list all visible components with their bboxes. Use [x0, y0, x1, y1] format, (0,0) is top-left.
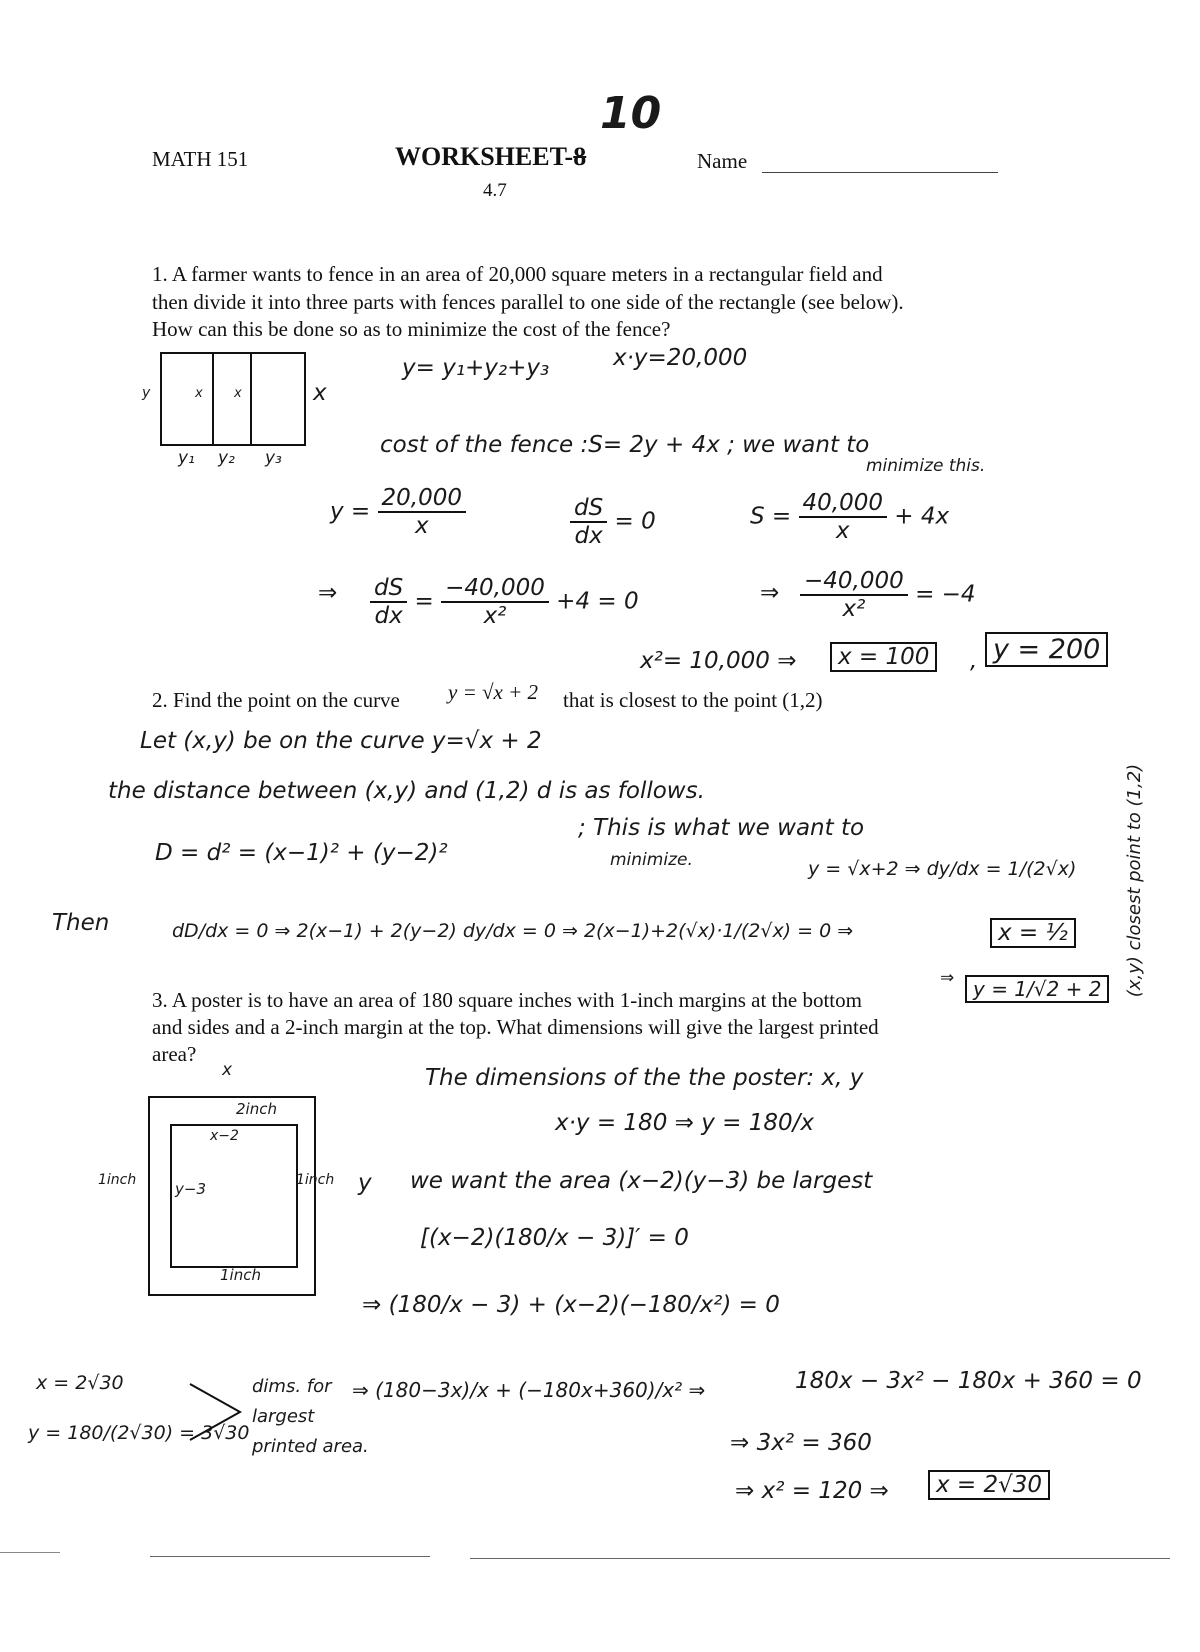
- scan-line-3: [470, 1558, 1170, 1559]
- p3-work-line3: we want the area (x−2)(y−3) be largest: [410, 1168, 873, 1194]
- p1-cost-line: cost of the fence :S= 2y + 4x ; we want to: [380, 432, 870, 458]
- field-side-label: y: [142, 385, 151, 401]
- p1-deriv2-frac: [800, 568, 908, 622]
- p1-deriv-eq: =: [414, 588, 434, 615]
- scan-line-2: [150, 1556, 430, 1557]
- p2-work-line3d: y = √x+2 ⇒ dy/dx = 1/(2√x): [808, 858, 1077, 880]
- poster-bottom-margin: 1inch: [220, 1266, 261, 1284]
- p2-work-line2: the distance between (x,y) and (1,2) d is as follows.: [108, 778, 705, 804]
- p3-work-line7: ⇒ 3x² = 360: [730, 1430, 872, 1456]
- p1-deriv-ds: dS: [370, 575, 407, 603]
- field-rectangle: [160, 352, 306, 446]
- p1-answer-comma: ,: [970, 648, 978, 674]
- p1-impl2: ⇒: [760, 580, 780, 606]
- p1-xsq: x²= 10,000 ⇒: [640, 648, 797, 674]
- p1-dsdx-num: dS: [570, 495, 607, 523]
- p1-y-expr: [330, 485, 466, 539]
- y2-label: y₂: [218, 448, 235, 468]
- worksheet-new-number: 10: [600, 88, 662, 139]
- p1-eq-area: x·y=20,000: [613, 345, 748, 371]
- worksheet-title-text: WORKSHEET-: [395, 142, 574, 171]
- problem3-line2: and sides and a 2-inch margin at the top. What dimensions will give the largest printed: [152, 1015, 879, 1039]
- p1-s-lhs: S =: [750, 503, 792, 530]
- inner-x-label-a: x: [195, 386, 203, 401]
- poster-top-margin: 2inch: [236, 1100, 277, 1118]
- p3-answer-x: x = 2√30: [928, 1470, 1050, 1500]
- p1-y-frac: [378, 485, 466, 539]
- p3-work-line8: ⇒ x² = 120 ⇒: [735, 1478, 889, 1504]
- p1-s-num: 40,000: [799, 490, 887, 518]
- p3-left-y: y = 180/(2√30) = 3√30: [28, 1422, 250, 1444]
- p2-answer-y: y = 1/√2 + 2: [965, 975, 1109, 1003]
- p3-work-line6a: ⇒ (180−3x)/x + (−180x+360)/x² ⇒: [352, 1378, 706, 1402]
- y3-label: y₃: [265, 448, 282, 468]
- p1-deriv-dx: dx: [374, 603, 403, 629]
- name-line: [762, 172, 998, 173]
- problem3-line1: 3. A poster is to have an area of 180 square inches with 1-inch margins at the bottom: [152, 988, 862, 1012]
- p1-s-rhs: + 4x: [894, 503, 950, 530]
- poster-inner-width: x−2: [210, 1128, 239, 1144]
- inner-x-label-b: x: [234, 386, 242, 401]
- p3-work-line2: x·y = 180 ⇒ y = 180/x: [555, 1110, 814, 1136]
- problem1-line2: then divide it into three parts with fences parallel to one side of the rectangle (see below).: [152, 290, 904, 314]
- p1-deriv-dsdx: [370, 575, 407, 629]
- fence-divider-2: [250, 354, 252, 444]
- p3-left-x: x = 2√30: [36, 1372, 124, 1394]
- problem3-line3: area?: [152, 1042, 197, 1066]
- poster-outer-y: y: [358, 1170, 372, 1196]
- p1-eq-y-sum: y= y₁+y₂+y₃: [402, 355, 550, 381]
- p2-work-line3b: ; This is what we want to: [578, 815, 865, 841]
- p1-deriv2-rhs: = −4: [915, 581, 976, 608]
- p1-deriv-expr: [370, 575, 639, 629]
- p3-work-line4: [(x−2)(180/x − 3)]′ = 0: [420, 1225, 689, 1251]
- y1-label: y₁: [178, 448, 195, 468]
- p2-work-line3c: minimize.: [610, 850, 693, 870]
- p2-answer-x: x = ½: [990, 918, 1076, 948]
- p1-dsdx-rhs: = 0: [614, 508, 656, 535]
- p1-deriv-frac: [441, 575, 549, 629]
- p1-s-den: x: [835, 518, 850, 544]
- poster-right-margin: 1inch: [296, 1172, 335, 1188]
- poster-left-margin: 1inch: [98, 1172, 137, 1188]
- poster-top-x: x: [222, 1060, 233, 1080]
- problem1-line3: How can this be done so as to minimize the cost of the fence?: [152, 317, 671, 341]
- p3-dims-note: dims. for largest printed area.: [252, 1376, 369, 1457]
- p1-s-frac: [799, 490, 887, 544]
- p1-dsdx-frac: [570, 495, 607, 549]
- p2-work-line4: dD/dx = 0 ⇒ 2(x−1) + 2(y−2) dy/dx = 0 ⇒ 2(x−1)+2(√x)·1/(2√x) = 0 ⇒: [172, 920, 854, 942]
- p1-deriv2-den: x²: [842, 596, 866, 622]
- p3-bracket-icon: [188, 1380, 244, 1444]
- p3-work-line1: The dimensions of the the poster: x, y: [425, 1065, 864, 1091]
- field-right-label: x: [313, 380, 327, 406]
- p1-s-expr: [750, 490, 949, 544]
- p1-answer-x: x = 100: [830, 642, 937, 672]
- p3-bracket: [188, 1380, 244, 1444]
- poster-inner-height: y−3: [175, 1180, 206, 1198]
- p3-work-line5: ⇒ (180/x − 3) + (x−2)(−180/x²) = 0: [362, 1292, 780, 1318]
- p1-y-den: x: [414, 513, 429, 539]
- p2-answer-y-pre: ⇒: [940, 968, 955, 988]
- worksheet-title: [395, 142, 586, 172]
- p2-work-line1: Let (x,y) be on the curve y=√x + 2: [140, 728, 542, 754]
- problem1-line1: 1. A farmer wants to fence in an area of 20,000 square meters in a rectangular field and: [152, 262, 883, 286]
- p1-deriv2-num: −40,000: [800, 568, 908, 596]
- p1-deriv-den: x²: [483, 603, 507, 629]
- p1-dsdx-den: dx: [574, 523, 603, 549]
- p1-answer-y: y = 200: [985, 632, 1108, 667]
- p1-deriv-num: −40,000: [441, 575, 549, 603]
- p1-deriv2-expr: [800, 568, 976, 622]
- course-label: MATH 151: [152, 147, 249, 171]
- p2-work-line3a: D = d² = (x−1)² + (y−2)²: [155, 840, 448, 866]
- name-label: Name: [697, 149, 748, 173]
- p1-dsdx-expr: [570, 495, 656, 549]
- fence-divider-1: [212, 354, 214, 444]
- p3-work-line6b: 180x − 3x² − 180x + 360 = 0: [795, 1368, 1142, 1394]
- problem2-text-b: that is closest to the point (1,2): [563, 688, 823, 712]
- p2-side-note: (x,y) closest point to (1,2): [1124, 763, 1146, 998]
- p2-then: Then: [52, 910, 110, 936]
- problem2-curve: y = √x + 2: [448, 680, 539, 704]
- p1-deriv-rhs: +4 = 0: [556, 588, 639, 615]
- p1-y-num: 20,000: [378, 485, 466, 513]
- p1-y-lhs: y =: [330, 498, 371, 525]
- worksheet-old-number: 8: [573, 142, 587, 171]
- scan-line-1: [0, 1552, 60, 1553]
- problem2-text-a: 2. Find the point on the curve: [152, 688, 400, 712]
- p1-impl: ⇒: [318, 580, 338, 606]
- section-number: 4.7: [483, 180, 507, 201]
- p1-cost-line2: minimize this.: [866, 456, 986, 476]
